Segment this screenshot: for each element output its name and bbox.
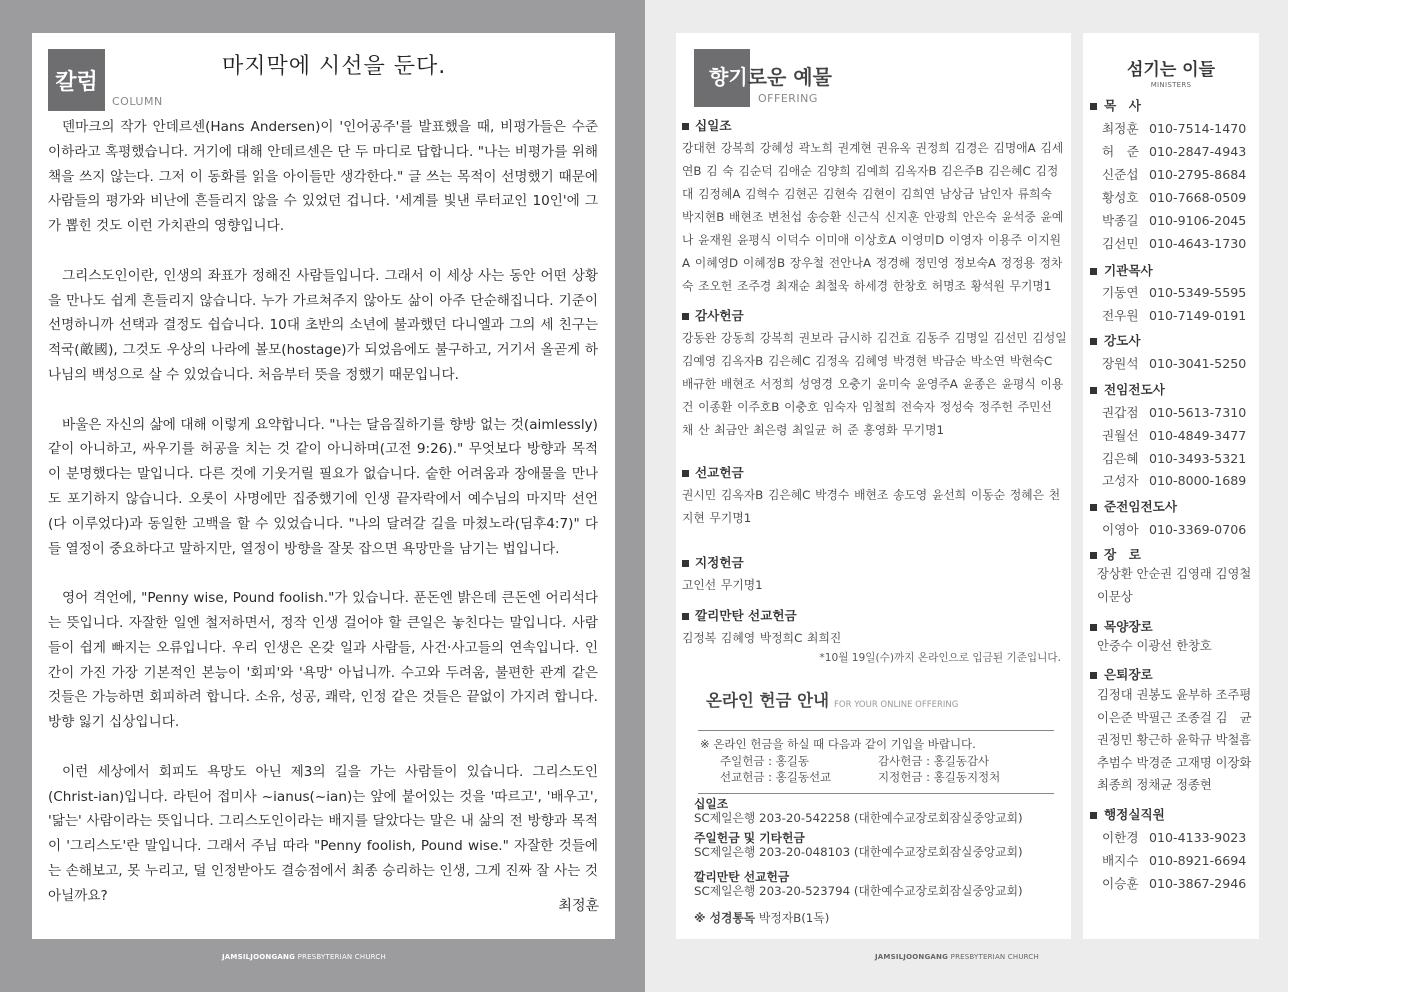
- minister-phone: 010-4849-3477: [1149, 428, 1247, 443]
- column-panel: [32, 33, 615, 939]
- ministers-title: 섬기는 이들: [1126, 60, 1216, 80]
- group-title: 은퇴장로: [1104, 667, 1153, 682]
- minister-row: [1102, 118, 1246, 137]
- square-bullet-icon: [682, 470, 689, 477]
- divider: [698, 730, 1054, 731]
- square-bullet-icon: [682, 123, 689, 130]
- column-paragraph: 영어 격언에, "Penny wise, Pound foolish."가 있습니다. 푼돈엔 밝은데 큰돈엔 어리석다는 뜻입니다. 자잘한 일엔 철저하면서, 정작 인생 걸어야 할 큰일은 놓친다는 말입니다. 사람들이 쉽게 빠지는 오류입니다. 우리 인생은 온갖 일과 사람들, 사건·사고들의 연속입니다. 인간이 가진 가장 기본적인 본능이 '회피'와 '욕망' 아닙니까. 수고와 두려움, 불편한 관계 같은 것들은 가능하면 회피하려 합니다. 소유, 성공, 쾌락, 인정 같은 것들은 끝없이 가지려 합니다. 방향 잃기 십상입니다.: [48, 590, 598, 731]
- column-paragraph: 그리스도인이란, 인생의 좌표가 정해진 사람들입니다. 그래서 이 세상 사는 동안 어떤 상황을 만나도 쉽게 흔들리지 않습니다. 누가 가르쳐주지 않아도 삶이 아주 단순해집니다. 기준이 선명하니까 선택과 결정도 쉽습니다. 10대 초반의 소년에 불과했던 다니엘과 그의 세 친구는 적국(敵國), 그것도 우상의 나라에 볼모(hostage)가 되었음에도 불구하고, 거기서 올곧게 하나님의 백성으로 살 수 있었습니다. 처음부터 뜻을 정했기 때문입니다.: [48, 267, 598, 383]
- donor-names: 고인선 무기명1: [682, 578, 763, 592]
- square-bullet-icon: [1090, 268, 1097, 275]
- section-heading: [682, 605, 1067, 624]
- giving-label: 주일헌금 : 홍길동: [720, 753, 809, 768]
- section-title: 선교헌금: [695, 465, 744, 480]
- minister-name: 박종길: [1102, 213, 1139, 228]
- minister-row: [1102, 873, 1246, 892]
- group-heading-evangelists: [1090, 379, 1165, 398]
- group-heading-institution: [1090, 260, 1153, 279]
- square-bullet-icon: [1090, 624, 1097, 631]
- minister-row: [1102, 827, 1246, 846]
- account-title: 주일헌금 및 기타헌금: [694, 831, 805, 845]
- minister-phone: 010-3867-2946: [1149, 876, 1247, 891]
- footer-right-bold: JAMSILJOONGANG: [875, 953, 949, 961]
- group-heading-staff: [1090, 804, 1165, 823]
- online-offering-subtitle: FOR YOUR ONLINE OFFERING: [834, 700, 959, 710]
- note-text: ※ 온라인 헌금을 하실 때 다음과 같이 기입을 바랍니다.: [700, 737, 976, 751]
- minister-name: 권월선: [1102, 428, 1139, 443]
- donor-names: 김정복 김혜영 박정희C 최희진: [682, 631, 842, 645]
- account-number: SC제일은행 203-20-048103 (대한예수교장로회잠실중앙교회): [694, 845, 1023, 859]
- group-title: 전임전도사: [1104, 382, 1165, 397]
- divider: [698, 793, 1054, 794]
- group-title: 행정실직원: [1104, 807, 1165, 822]
- minister-phone: 010-5613-7310: [1149, 405, 1247, 420]
- minister-row: [1102, 425, 1246, 444]
- pastoral-elders-names: 안중수 이광선 한창호: [1097, 639, 1212, 653]
- group-heading-associate-evangelists: [1090, 496, 1177, 515]
- footer-left: [222, 953, 386, 961]
- offering-subtitle: OFFERING: [758, 92, 818, 105]
- minister-row: [1102, 282, 1246, 301]
- column-paragraph: 이런 세상에서 회피도 욕망도 아닌 제3의 길을 가는 사람들이 있습니다. 그리스도인(Christ-ian)입니다. 라틴어 접미사 ~ianus(~ian)는 앞에 붙어있는 것을 '따르고', '배우고', '닮는' 사람이라는 뜻입니다. 그리스도인이라는 배지를 달았다는 말은 내 삶의 전 방향과 목적이 '그리스도'란 말입니다. 그래서 주님 따라 "Penny foolish, Pound wise." 자잘한 것들에는 손해보고, 못 누리고, 덜 인정받아도 결승점에서 최종 승리하는 인생, 그게 진짜 잘 사는 것 아닐까요?: [48, 763, 598, 904]
- footer-right: [875, 953, 1039, 961]
- minister-row: [1102, 305, 1246, 324]
- minister-row: [1102, 210, 1246, 229]
- group-title: 준전임전도사: [1104, 499, 1177, 514]
- bible-label: ※ 성경통독: [694, 911, 756, 925]
- online-offering-note: [700, 736, 1036, 786]
- giving-label: 선교헌금 : 홍길동선교: [720, 770, 832, 784]
- section-title: 깔리만탄 선교헌금: [695, 608, 797, 623]
- donor-names: 강대현 강복희 강혜성 곽노희 권계현 권유옥 권정희 김경은 김명애A 김세연B 김 숙 김순덕 김애순 김양희 김예희 김옥자B 김은주B 김은혜C 김정대 김정혜A 김혁수 김현곤 김현숙 김현이 김희연 남상금 남인자 류희숙 박지현B 배현조 변천섭 송승환 신근식 신지훈 안광희 안은숙 윤석중 윤예나 윤재원 윤평식 이덕수 이미애 이상호A 이영미D 이영자 이용주 이지원A 이혜영D 이혜정B 장우철 전안나A 정경해 정민영 정보숙A 정정용 정차숙 조오헌 조주경 최재순 최철욱 하세경 한창호 허명조 황석원 무기명1: [682, 141, 1064, 293]
- bible-reading: [694, 909, 829, 926]
- square-bullet-icon: [1090, 552, 1097, 559]
- footer-left-bold: JAMSILJOONGANG: [222, 953, 296, 961]
- square-bullet-icon: [1090, 387, 1097, 394]
- column-author: 최정훈: [558, 898, 599, 914]
- minister-phone: 010-8921-6694: [1149, 853, 1247, 868]
- column-title: 마지막에 시선을 둔다.: [222, 54, 447, 79]
- minister-row: [1102, 519, 1246, 538]
- offering-title: [709, 61, 832, 90]
- minister-phone: 010-3493-5321: [1149, 451, 1247, 466]
- group-title: 강도사: [1104, 333, 1141, 348]
- group-title: 장 로: [1104, 547, 1141, 562]
- account-title: 십일조: [694, 797, 729, 811]
- minister-name: 권갑점: [1102, 405, 1139, 420]
- offering-section-tithe: [682, 115, 1067, 298]
- minister-name: 배지수: [1102, 853, 1139, 868]
- minister-name: 전우원: [1102, 308, 1139, 323]
- footer-left-rest: PRESBYTERIAN CHURCH: [297, 953, 386, 961]
- minister-phone: 010-3369-0706: [1149, 522, 1247, 537]
- minister-row: [1102, 470, 1246, 489]
- column-tag: 칼럼: [48, 49, 105, 111]
- account-tithe: [694, 797, 1023, 825]
- section-heading: [682, 305, 1067, 324]
- group-heading-licentiate: [1090, 330, 1141, 349]
- group-heading-pastors: [1090, 95, 1141, 114]
- square-bullet-icon: [1090, 812, 1097, 819]
- group-title: 목양장로: [1104, 619, 1153, 634]
- offering-section-mission: [682, 462, 1067, 530]
- minister-name: 허 준: [1102, 144, 1139, 159]
- minister-phone: 010-4643-1730: [1149, 236, 1247, 251]
- offering-section-thanks: [682, 305, 1067, 442]
- minister-name: 이영아: [1102, 522, 1139, 537]
- account-kalimantan: [694, 870, 1023, 898]
- square-bullet-icon: [682, 613, 689, 620]
- square-bullet-icon: [1090, 672, 1097, 679]
- group-title: 목 사: [1104, 98, 1141, 113]
- offering-notice: *10월 19일(수)까지 온라인으로 입금된 기준입니다.: [819, 652, 1061, 664]
- minister-row: [1102, 187, 1246, 206]
- giving-row: [700, 769, 1036, 786]
- minister-row: [1102, 141, 1246, 160]
- column-body: [48, 115, 598, 917]
- minister-row: [1102, 164, 1246, 183]
- square-bullet-icon: [1090, 338, 1097, 345]
- ministers-subtitle: MINISTERS: [1150, 81, 1192, 89]
- minister-phone: 010-2795-8684: [1149, 167, 1247, 182]
- donor-names: 권시민 김옥자B 김은혜C 박경수 배현조 송도영 윤선희 이동순 정혜은 천지현 무기명1: [682, 488, 1061, 525]
- account-number: SC제일은행 203-20-542258 (대한예수교장로회잠실중앙교회): [694, 811, 1023, 825]
- giving-row: [700, 753, 1036, 770]
- offering-title-rest: 로운 예물: [747, 65, 832, 89]
- account-title: 깔리만탄 선교헌금: [694, 870, 790, 884]
- minister-phone: 010-9106-2045: [1149, 213, 1247, 228]
- minister-phone: 010-7149-0191: [1149, 308, 1247, 323]
- minister-name: 고성자: [1102, 473, 1139, 488]
- group-heading-elders: [1090, 544, 1141, 563]
- minister-name: 이승훈: [1102, 876, 1139, 891]
- offering-section-kalimantan: [682, 605, 1067, 650]
- minister-name: 황성호: [1102, 190, 1139, 205]
- minister-name: 신준섭: [1102, 167, 1139, 182]
- group-title: 기관목사: [1104, 263, 1153, 278]
- group-heading-retired-elders: [1090, 664, 1153, 683]
- column-paragraph: 덴마크의 작가 안데르센(Hans Andersen)이 '인어공주'를 발표했을 때, 비평가들은 수준 이하라고 혹평했습니다. 거기에 대해 안데르센은 단 두 마디로 답합니다. "나는 비평가를 위해 책을 쓰지 않는다. 그저 이 동화를 읽을 아이들만 생각한다." 글 쓰는 목적이 선명했기 때문에 사람들의 평가와 비난에 흔들리지 않을 수 있었던 겁니다. '세계를 빛낸 루터교인 10인'에 그가 뽑힌 것도 이런 가치관의 영향입니다.: [48, 119, 598, 235]
- minister-phone: 010-7668-0509: [1149, 190, 1247, 205]
- minister-row: [1102, 353, 1246, 372]
- minister-phone: 010-7514-1470: [1149, 121, 1247, 136]
- minister-name: 기동연: [1102, 285, 1139, 300]
- offering-panel: [676, 33, 1071, 939]
- section-heading: [682, 115, 1067, 134]
- section-title: 감사헌금: [695, 308, 744, 323]
- square-bullet-icon: [1090, 504, 1097, 511]
- section-title: 지정헌금: [695, 555, 744, 570]
- ministers-panel: [1083, 33, 1259, 939]
- section-title: 십일조: [695, 118, 732, 133]
- offering-title-highlight: 향기: [709, 65, 748, 89]
- section-heading: [682, 552, 1067, 571]
- minister-row: [1102, 448, 1246, 467]
- square-bullet-icon: [682, 560, 689, 567]
- donor-names: 강동완 강동희 강복희 권보라 금시하 김건효 김동주 김명일 김선민 김성일 김예영 김옥자B 김은혜C 김정옥 김혜영 박경현 박금순 박소연 박현숙C 배규한 배현조 서정희 성영경 오충기 윤미숙 윤영주A 윤종은 윤평식 이용건 이종환 이주호B 이충호 임숙자 임철희 전숙자 정성숙 정주헌 주민선 채 산 최금안 최은령 최일균 허 준 홍영화 무기명1: [682, 331, 1067, 437]
- square-bullet-icon: [682, 313, 689, 320]
- minister-phone: 010-4133-9023: [1149, 830, 1247, 845]
- minister-phone: 010-8000-1689: [1149, 473, 1247, 488]
- square-bullet-icon: [1090, 103, 1097, 110]
- account-general: [694, 831, 1023, 859]
- online-offering-title: 온라인 헌금 안내: [706, 691, 830, 710]
- account-number: SC제일은행 203-20-523794 (대한예수교장로회잠실중앙교회): [694, 884, 1023, 898]
- minister-name: 이한경: [1102, 830, 1139, 845]
- giving-label: 감사헌금 : 홍길동감사: [878, 753, 990, 768]
- minister-row: [1102, 233, 1246, 252]
- section-heading: [682, 462, 1067, 481]
- elders-names: 장상환 안순권 김영래 김영철 이문상: [1097, 567, 1252, 604]
- offering-section-designated: [682, 552, 1067, 597]
- group-heading-pastoral-elders: [1090, 616, 1153, 635]
- giving-label: 지정헌금 : 홍길동지정처: [878, 770, 1001, 784]
- minister-row: [1102, 402, 1246, 421]
- minister-name: 김은혜: [1102, 451, 1139, 466]
- minister-phone: 010-5349-5595: [1149, 285, 1247, 300]
- retired-elders-names: 김정대 권봉도 윤부하 조주평 이은준 박필근 조종걸 김 균 권정민 황근하 윤학규 박철흠 추범수 박경준 고재명 이장화 최종희 정채균 정종현: [1097, 688, 1252, 792]
- minister-name: 장원석: [1102, 356, 1139, 371]
- column-paragraph: 바울은 자신의 삶에 대해 이렇게 요약합니다. "나는 달음질하기를 향방 없는 것(aimlessly) 같이 아니하고, 싸우기를 허공을 치는 것 같이 아니하며(고전 9:26)." 무엇보다 방향과 목적이 분명했다는 말입니다. 다른 것에 기웃거릴 필요가 없습니다. 숱한 어려움과 장애물을 만나도 포기하지 않습니다. 오롯이 사명에만 집중했기에 인생 끝자락에서 예수님의 마지막 선언(다 이루었다)과 동일한 고백을 할 수 있었습니다. "나의 달려갈 길을 마쳤노라(딤후4:7)" 다들 열정이 중요하다고 말하지만, 열정이 방향을 잘못 잡으면 욕망만을 남기는 법입니다.: [48, 416, 598, 557]
- column-subtitle: COLUMN: [112, 95, 163, 108]
- bible-name: 박정자B(1독): [758, 911, 830, 925]
- minister-name: 김선민: [1102, 236, 1139, 251]
- footer-right-rest: PRESBYTERIAN CHURCH: [950, 953, 1039, 961]
- minister-phone: 010-3041-5250: [1149, 356, 1247, 371]
- minister-phone: 010-2847-4943: [1149, 144, 1247, 159]
- minister-name: 최정훈: [1102, 121, 1139, 136]
- minister-row: [1102, 850, 1246, 869]
